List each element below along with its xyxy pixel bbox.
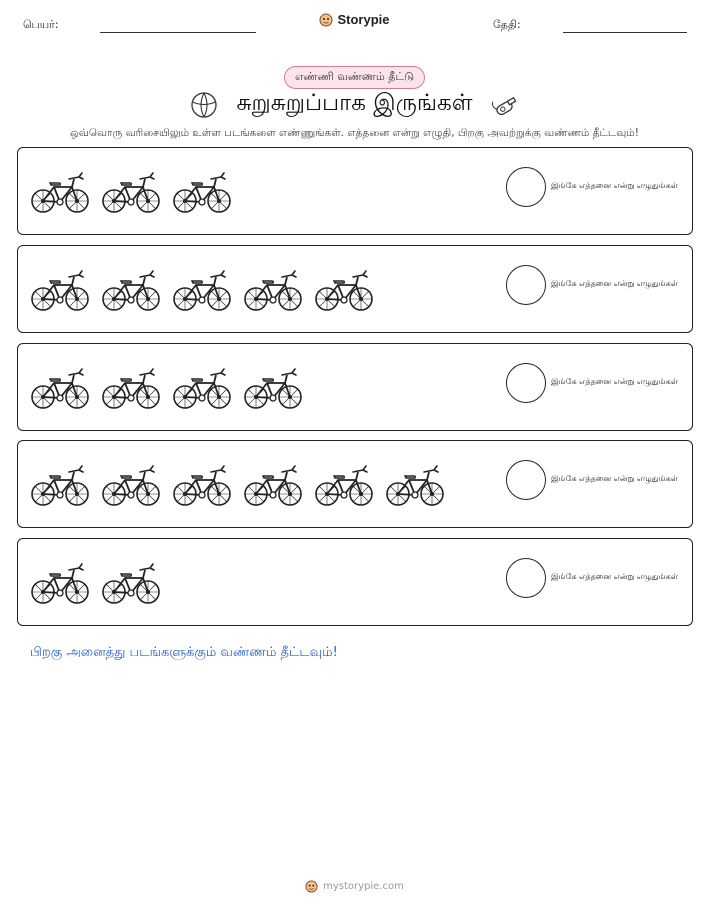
counting-row <box>17 538 693 626</box>
bicycle-icon <box>30 463 90 513</box>
answer-circle[interactable] <box>506 167 546 207</box>
site-url: mystorypie.com <box>323 881 404 892</box>
bicycle-group <box>30 463 445 513</box>
name-write-line[interactable] <box>100 32 256 33</box>
bicycle-group <box>30 366 303 416</box>
bicycle-icon <box>101 561 161 611</box>
bicycle-icon <box>101 366 161 416</box>
page-title: சுறுசுறுப்பாக இருங்கள் <box>236 90 473 116</box>
counting-row <box>17 440 693 528</box>
brand <box>0 12 709 27</box>
bicycle-icon <box>385 463 445 513</box>
bicycle-icon <box>243 463 303 513</box>
bicycle-icon <box>30 561 90 611</box>
answer-circle[interactable] <box>506 265 546 305</box>
bicycle-icon <box>172 366 232 416</box>
bicycle-icon <box>172 170 232 220</box>
bicycle-icon <box>30 268 90 318</box>
bicycle-icon <box>172 463 232 513</box>
answer-label: இங்கே எத்தனை என்று எழுதுங்கள் <box>551 181 678 190</box>
name-label: பெயர்: <box>23 18 59 31</box>
brand-name: Storypie <box>337 12 390 27</box>
date-write-line[interactable] <box>563 32 687 33</box>
bicycle-group <box>30 268 374 318</box>
bicycle-icon <box>101 170 161 220</box>
answer-circle[interactable] <box>506 558 546 598</box>
bicycle-icon <box>243 268 303 318</box>
counting-row <box>17 245 693 333</box>
bicycle-icon <box>243 366 303 416</box>
bicycle-icon <box>101 268 161 318</box>
bicycle-icon <box>30 170 90 220</box>
answer-label: இங்கே எத்தனை என்று எழுதுங்கள் <box>551 377 678 386</box>
footer-note: பிறகு அனைத்து படங்களுக்கும் வண்ணம் தீட்டவும்! <box>30 645 338 660</box>
answer-circle[interactable] <box>506 363 546 403</box>
bicycle-group <box>30 170 232 220</box>
whistle-icon <box>491 91 519 119</box>
bicycle-icon <box>172 268 232 318</box>
answer-label: இங்கே எத்தனை என்று எழுதுங்கள் <box>551 279 678 288</box>
counting-row <box>17 147 693 235</box>
instructions: ஒவ்வொரு வரிசையிலும் உள்ள படங்களை எண்ணுங்கள். எத்தனை என்று எழுதி, பிறகு அவற்றுக்கு வண்ணம் தீட்டவும்! <box>70 127 639 139</box>
bicycle-icon <box>101 463 161 513</box>
bicycle-group <box>30 561 161 611</box>
bicycle-icon <box>314 463 374 513</box>
bicycle-icon <box>30 366 90 416</box>
counting-row <box>17 343 693 431</box>
site-footer <box>0 880 709 893</box>
storypie-logo-icon <box>305 880 318 893</box>
title-row <box>0 90 709 119</box>
bicycle-icon <box>314 268 374 318</box>
date-label: தேதி: <box>493 18 521 31</box>
activity-badge: எண்ணி வண்ணம் தீட்டு <box>284 66 425 89</box>
answer-label: இங்கே எத்தனை என்று எழுதுங்கள் <box>551 572 678 581</box>
ball-icon <box>190 91 218 119</box>
storypie-logo-icon <box>319 13 333 27</box>
answer-label: இங்கே எத்தனை என்று எழுதுங்கள் <box>551 474 678 483</box>
answer-circle[interactable] <box>506 460 546 500</box>
